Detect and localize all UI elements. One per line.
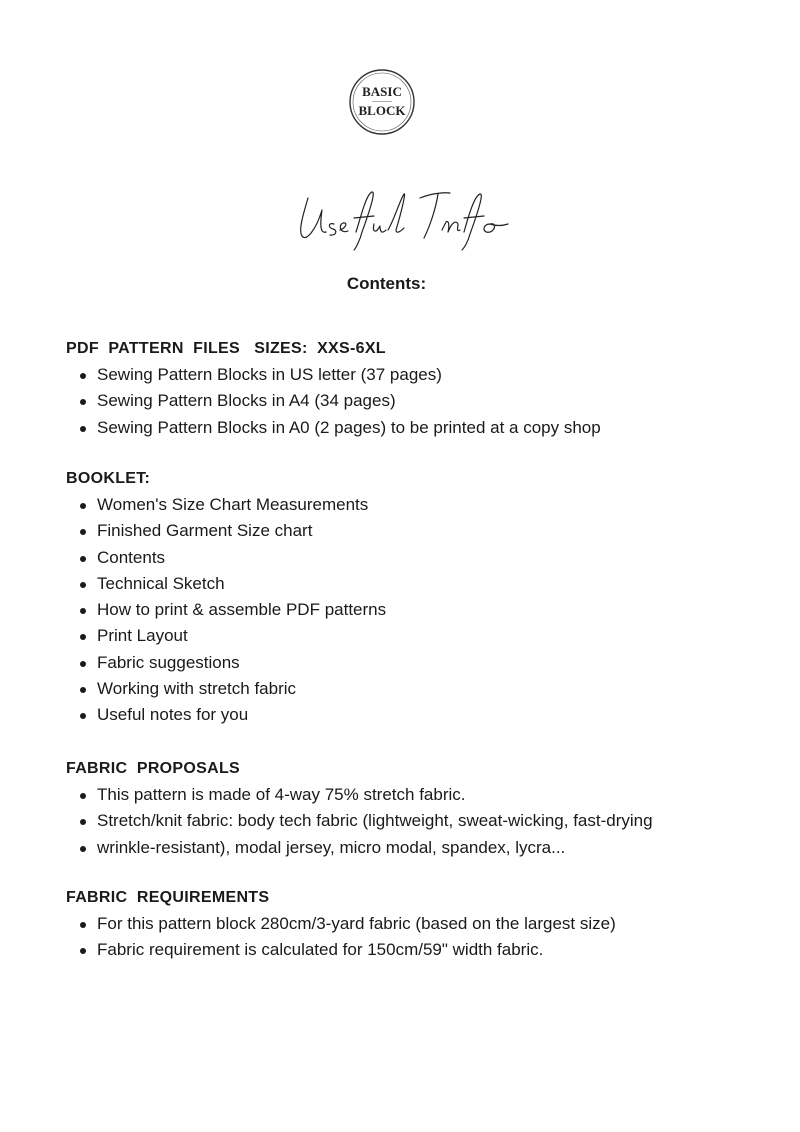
bullet-list xyxy=(66,782,786,861)
list-item: Contents xyxy=(66,545,786,571)
list-item: Finished Garment Size chart xyxy=(66,518,786,544)
contents-label: Contents: xyxy=(346,274,427,293)
list-item: How to print & assemble PDF patterns xyxy=(66,597,786,623)
section-title: FABRIC REQUIREMENTS xyxy=(66,889,270,906)
list-item: wrinkle-resistant), modal jersey, micro modal, spandex, lycra... xyxy=(66,835,786,861)
useful-info-script-icon xyxy=(270,180,530,260)
bullet-list xyxy=(66,362,786,441)
list-item: Working with stretch fabric xyxy=(66,676,786,702)
section-booklet xyxy=(66,470,786,729)
list-item: Fabric suggestions xyxy=(66,650,786,676)
section-fabric-requirements xyxy=(66,889,786,964)
bullet-list xyxy=(66,911,786,964)
list-item: This pattern is made of 4-way 75% stretch fabric. xyxy=(66,782,786,808)
section-title: PDF PATTERN FILES SIZES: XXS-6XL xyxy=(66,340,386,357)
section-fabric-proposals xyxy=(66,760,786,861)
list-item: Women's Size Chart Measurements xyxy=(66,492,786,518)
list-item: Stretch/knit fabric: body tech fabric (lightweight, sweat-wicking, fast-drying xyxy=(66,808,786,834)
section-title: FABRIC PROPOSALS xyxy=(66,760,241,777)
bullet-list xyxy=(66,492,786,729)
brand-logo xyxy=(348,68,416,136)
section-pdf-pattern-files xyxy=(66,340,786,441)
list-item: Technical Sketch xyxy=(66,571,786,597)
list-item: Sewing Pattern Blocks in US letter (37 pages) xyxy=(66,362,786,388)
list-item: Useful notes for you xyxy=(66,702,786,728)
list-item: Sewing Pattern Blocks in A0 (2 pages) to be printed at a copy shop xyxy=(66,415,786,441)
logo-line-2: BLOCK xyxy=(358,103,406,118)
list-item: For this pattern block 280cm/3-yard fabric (based on the largest size) xyxy=(66,911,786,937)
section-title: BOOKLET: xyxy=(66,470,151,487)
list-item: Sewing Pattern Blocks in A4 (34 pages) xyxy=(66,388,786,414)
list-item: Fabric requirement is calculated for 150cm/59" width fabric. xyxy=(66,937,786,963)
logo-line-1: BASIC xyxy=(362,84,402,99)
logo-seal-icon xyxy=(348,68,416,136)
script-title xyxy=(270,180,530,260)
list-item: Print Layout xyxy=(66,623,786,649)
